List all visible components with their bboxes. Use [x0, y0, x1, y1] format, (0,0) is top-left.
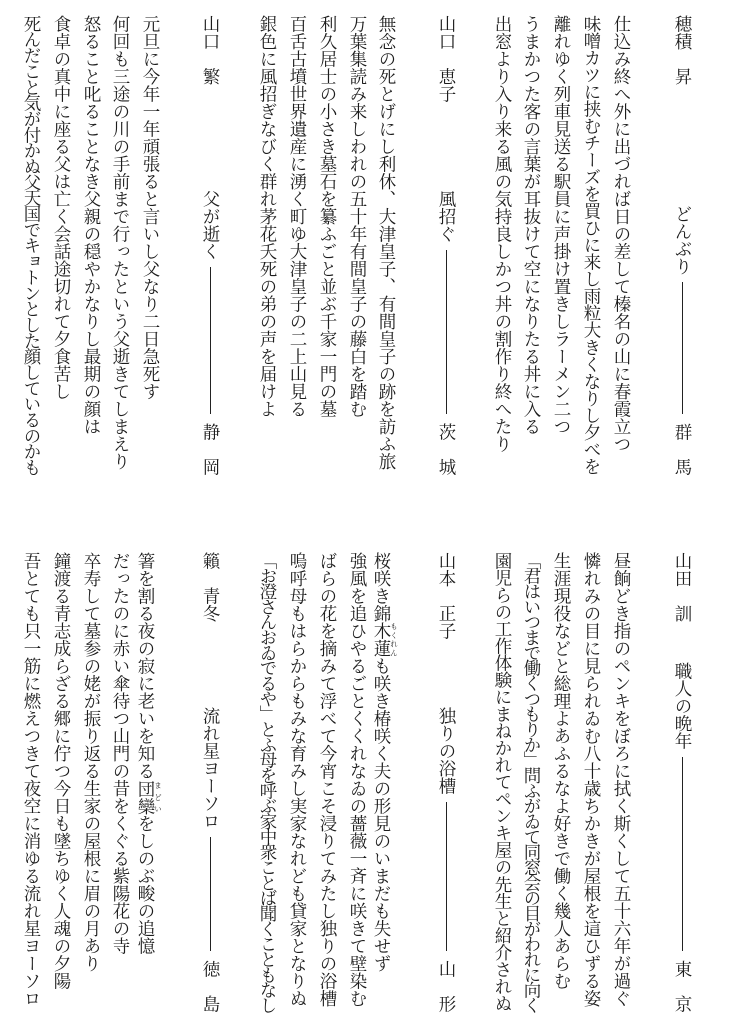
poet-header [434, 15, 458, 475]
poem-line: 強風を追ひやるごとくくれなゐの薔薇一斉に咲きて壁染む [347, 552, 367, 1007]
poem-line: 卒寿して墓参の姥が振り返る生家の屋根に眉の月あり [81, 552, 101, 972]
poem-line: 怒ること叱ることなき父親の穏やかなりし最期の顔は [81, 15, 101, 435]
poem-line: 無念の死とげにし利休、大津皇子、有間皇子の跡を訪ふ旅 [376, 15, 396, 470]
poem-line: 死んだこと気が付かぬ父天国でキョトンとした顔しているのかも [21, 15, 41, 475]
ruby-annotated-word [371, 622, 399, 657]
poem-line: 仕込み終へ外に出づれば日の差して榛名の山に春霞立つ [611, 15, 631, 453]
poem-set-title: 風招ぐ [436, 190, 456, 243]
poem-line: 「君はいつまで働くつもりか」問ふがゐて同窓会の目がわれに向く [521, 552, 541, 1013]
poem-line: 百舌古墳世界遺産に湧く町ゆ大津皇子の二上山見る [287, 15, 307, 418]
poem-set-title: 父が逝く [200, 190, 220, 260]
prefecture: 山 形 [436, 959, 456, 1012]
poem-line: 吾とても只一筋に燃えつきて夜空に消ゆる流れ星ヨーソロ [21, 552, 41, 1007]
poet-header [670, 552, 694, 1012]
prefecture: 東 京 [672, 959, 692, 1012]
title-dash-rule [446, 250, 447, 414]
ruby-base: 木蓮 [371, 622, 391, 657]
poem-text: 箸を割る夜の寂に老いを知る [135, 552, 155, 780]
poet-header [670, 15, 694, 475]
poet-name: 山口 繁 [200, 15, 220, 85]
ruby-reading: もくれん [389, 622, 399, 657]
poet-name: 籟 青冬 [200, 552, 220, 622]
poet-name: 穂積 昇 [672, 15, 692, 85]
title-dash-rule [210, 837, 211, 951]
poem-line: 味噌カツに挟むチーズを買ひに来し雨粒大きくなりし夕べを [581, 15, 601, 475]
poem-line: 嗚呼母もはらからもみな育みし実家なれども貸家となりぬ [287, 552, 307, 1007]
poem-line: 出窓より入り来る風の気持良しかつ丼の割作り終へたり [492, 15, 512, 453]
poem-line: 銀色に風招ぎなびく群れ茅花夭死の弟の声を届けよ [257, 15, 277, 418]
poem-set-title: 独りの浴槽 [436, 707, 456, 795]
poem-set-title: 職人の晩年 [672, 662, 692, 750]
poet-header [198, 15, 222, 475]
poem-line: だったのに赤い傘待つ山門の昔をくぐる紫陽花の寺 [110, 552, 130, 955]
title-dash-rule [682, 757, 683, 951]
ruby-reading: まどい [153, 779, 163, 815]
poem-line: 万葉集読み来しわれの五十年有間皇子の藤白を踏む [347, 15, 367, 418]
title-dash-rule [446, 802, 447, 951]
poem-line: 憐れみの目に見られゐむ八十歳ちかきが屋根を這ひずる姿 [581, 552, 601, 1007]
poet-name: 山田 訓 [672, 552, 692, 622]
poet-name: 山口 恵子 [436, 15, 456, 103]
ruby-annotated-word [135, 779, 163, 815]
title-dash-rule [682, 282, 683, 414]
title-dash-rule [210, 267, 211, 414]
poem-line: 何回も三途の川の手前まで行ったという父逝きてしまえり [110, 15, 130, 470]
poet-header [434, 552, 458, 1012]
poem-line: 園児らの工作体験にまねかれてペンキ屋の先生と紹介されぬ [492, 552, 512, 1012]
poem-line: 昼餉どき指のペンキをぼろに拭く斯くして五十六年が過ぐ [611, 552, 631, 1007]
prefecture: 徳 島 [200, 959, 220, 1012]
poem-line: 生涯現役などと総理よあふるなよ好きで働く幾人あらむ [551, 552, 571, 990]
poem-text: をしのぶ畯の追憶 [135, 814, 155, 955]
poem-line: ばらの花を摘みて浮べて今宵こそ浸りてみたし独りの浴槽 [317, 552, 337, 1007]
prefecture: 群 馬 [672, 422, 692, 475]
poem-line: 「お澄さんおゐでるや」とふ母を呼ぶ家中衆ことば聞くこともなし [257, 552, 277, 1013]
poet-name: 山本 正子 [436, 552, 456, 640]
poem-text: 桜咲き錦 [371, 552, 391, 622]
poem-line: 鐘渡る青志成らざる郷に佇つ今日も墜ちゆく人魂の夕陽 [51, 552, 71, 990]
poem-line: 利久居士の小さき墓石を纂ふごと並ぶ千家一門の墓 [317, 15, 337, 418]
prefecture: 茨 城 [436, 422, 456, 475]
prefecture: 静 岡 [200, 422, 220, 475]
poem-line: 元旦に今年一年頑張ると言いし父なり二日急死す [140, 15, 160, 400]
poem-line [371, 552, 399, 972]
poem-line: 離れゆく列車見送る駅員に声掛け置きしラーメン二つ [551, 15, 571, 435]
poem-text: も咲き椿咲く夫の形見のいまだも失せず [371, 657, 391, 972]
ruby-base: 団欒 [135, 779, 155, 815]
poet-header [198, 552, 222, 1012]
poem-set-title: 流れ星ヨーソロ [200, 707, 220, 830]
poem-line: うまかつた客の言葉が耳抜けて空になりたる丼に入る [521, 15, 541, 435]
poem-set-title: どんぶり [672, 205, 692, 275]
poem-line: 食卓の真中に座る父は亡く会話途切れて夕食苦し [51, 15, 71, 400]
poem-line [135, 552, 163, 955]
